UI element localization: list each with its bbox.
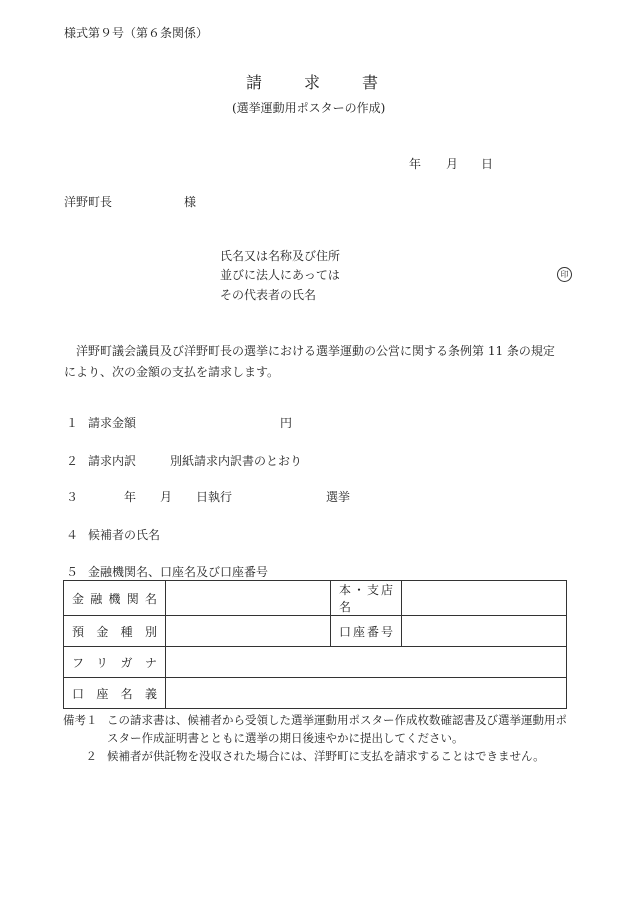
account-holder-label: 口座名義 xyxy=(64,678,166,709)
date-year: 年 xyxy=(409,157,422,171)
remark-2 xyxy=(63,747,568,765)
deposit-type-field[interactable] xyxy=(166,616,331,647)
applicant-line-2: 並びに法人にあっては xyxy=(220,268,340,282)
item-1-number: １ xyxy=(66,416,79,430)
bank-name-field[interactable] xyxy=(166,581,331,616)
branch-name-field[interactable] xyxy=(402,581,567,616)
table-row xyxy=(64,581,567,616)
table-row xyxy=(64,647,567,678)
item-3-number: ３ xyxy=(66,490,79,504)
remark-1 xyxy=(63,711,568,747)
item-2-number: ２ xyxy=(66,454,79,468)
account-number-field[interactable] xyxy=(402,616,567,647)
bank-account-table xyxy=(63,580,567,709)
title-char-3: 書 xyxy=(362,73,379,92)
account-number-label: 口座番号 xyxy=(331,616,402,647)
date-day: 日 xyxy=(481,157,494,171)
remark-1-text: この請求書は、候補者から受領した選挙運動用ポスター作成枚数確認書及び選挙運動用ポスター作成証明書とともに選挙の期日後速やかに提出してください。 xyxy=(107,713,567,745)
applicant-line-1: 氏名又は名称及び住所 xyxy=(220,249,341,263)
item-4-number: ４ xyxy=(66,528,79,542)
remarks xyxy=(63,711,568,765)
table-row xyxy=(64,678,567,709)
item-3-election: 選挙 xyxy=(326,490,351,504)
applicant-line-3: その代表者の氏名 xyxy=(220,288,317,302)
item-1-unit: 円 xyxy=(280,416,293,430)
account-holder-field[interactable] xyxy=(166,678,567,709)
remark-2-text: 候補者が供託物を没収された場合には、洋野町に支払を請求することはできません。 xyxy=(107,749,545,763)
item-3-month: 月 xyxy=(160,490,173,504)
date-month: 月 xyxy=(446,157,459,171)
item-5-number: ５ xyxy=(66,565,79,579)
table-row xyxy=(64,616,567,647)
request-body: 洋野町議会議員及び洋野町長の選挙における選挙運動の公営に関する条例第 11 条の規定により、次の金額の支払を請求します。 xyxy=(64,344,555,379)
remark-2-number: ２ xyxy=(85,749,97,763)
item-5-label: 金融機関名、口座名及び口座番号 xyxy=(88,565,269,579)
deposit-type-label: 預金種別 xyxy=(64,616,166,647)
addressee: 洋野町長 xyxy=(64,195,113,209)
item-2-label: 請求内訳 xyxy=(88,454,137,468)
item-4-label: 候補者の氏名 xyxy=(88,528,161,542)
seal-mark: 印 xyxy=(557,267,572,282)
title-char-1: 請 xyxy=(246,73,263,92)
furigana-label: フリガナ xyxy=(64,647,166,678)
honorific: 様 xyxy=(184,195,197,209)
branch-name-label: 本・支店名 xyxy=(331,581,402,616)
item-3-day: 日執行 xyxy=(196,490,233,504)
bank-name-label: 金融機関名 xyxy=(64,581,166,616)
item-3-year: 年 xyxy=(124,490,137,504)
furigana-field[interactable] xyxy=(166,647,567,678)
title-char-2: 求 xyxy=(304,73,321,92)
form-number: 様式第９号（第６条関係） xyxy=(64,26,209,40)
item-1-label: 請求金額 xyxy=(88,416,137,430)
remark-1-lead: 備考１ xyxy=(63,713,98,727)
subtitle: (選挙運動用ポスターの作成) xyxy=(232,101,386,115)
item-2-value: 別紙請求内訳書のとおり xyxy=(170,454,303,468)
